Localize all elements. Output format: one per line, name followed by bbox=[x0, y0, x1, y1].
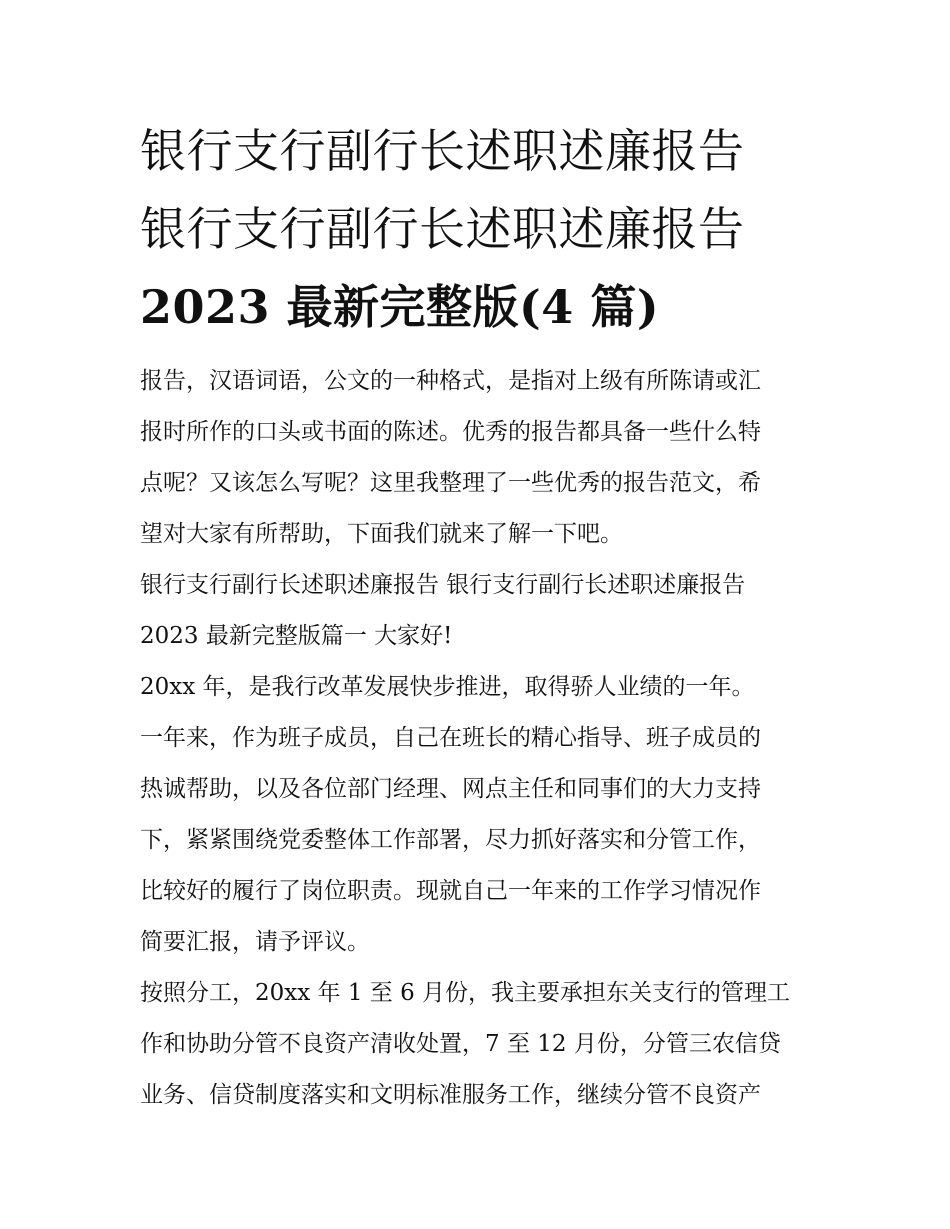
title-line-1: 银行支行副行长述职述廉报告 bbox=[140, 124, 745, 178]
document-body bbox=[140, 112, 820, 1121]
text-line: 一年来，作为班子成员，自己在班长的精心指导、班子成员的 bbox=[140, 725, 761, 751]
text-line: 业务、信贷制度落实和文明标准服务工作，继续分管不良资产 bbox=[140, 1082, 761, 1108]
text-line: 比较好的履行了岗位职责。现就自己一年来的工作学习情况作 bbox=[140, 878, 761, 904]
text-line: 按照分工，20xx 年 1 至 6 月份，我主要承担东关支行的管理工 bbox=[140, 980, 791, 1006]
text-line: 20xx 年，是我行改革发展快步推进，取得骄人业绩的一年。 bbox=[140, 674, 755, 700]
text-line: 报告，汉语词语，公文的一种格式，是指对上级有所陈请或汇 bbox=[140, 368, 761, 394]
text-line: 简要汇报，请予评议。 bbox=[140, 929, 370, 955]
title-line-2: 银行支行副行长述职述廉报告 bbox=[140, 202, 745, 256]
text-line: 热诚帮助，以及各位部门经理、网点主任和同事们的大力支持 bbox=[140, 776, 761, 802]
text-line: 望对大家有所帮助，下面我们就来了解一下吧。 bbox=[140, 521, 623, 547]
text-line: 银行支行副行长述职述廉报告 银行支行副行长述职述廉报告 bbox=[140, 572, 746, 598]
text-line: 下，紧紧围绕党委整体工作部署，尽力抓好落实和分管工作， bbox=[140, 827, 761, 853]
text-line: 作和协助分管不良资产清收处置，7 至 12 月份，分管三农信贷 bbox=[140, 1031, 781, 1057]
text-line: 2023 最新完整版篇一 大家好! bbox=[140, 623, 453, 649]
text-line: 报时所作的口头或书面的陈述。优秀的报告都具备一些什么特 bbox=[140, 419, 761, 445]
title-line-3: 2023 最新完整版(4 篇) bbox=[140, 280, 660, 334]
text-line: 点呢？又该怎么写呢？这里我整理了一些优秀的报告范文，希 bbox=[140, 470, 761, 496]
